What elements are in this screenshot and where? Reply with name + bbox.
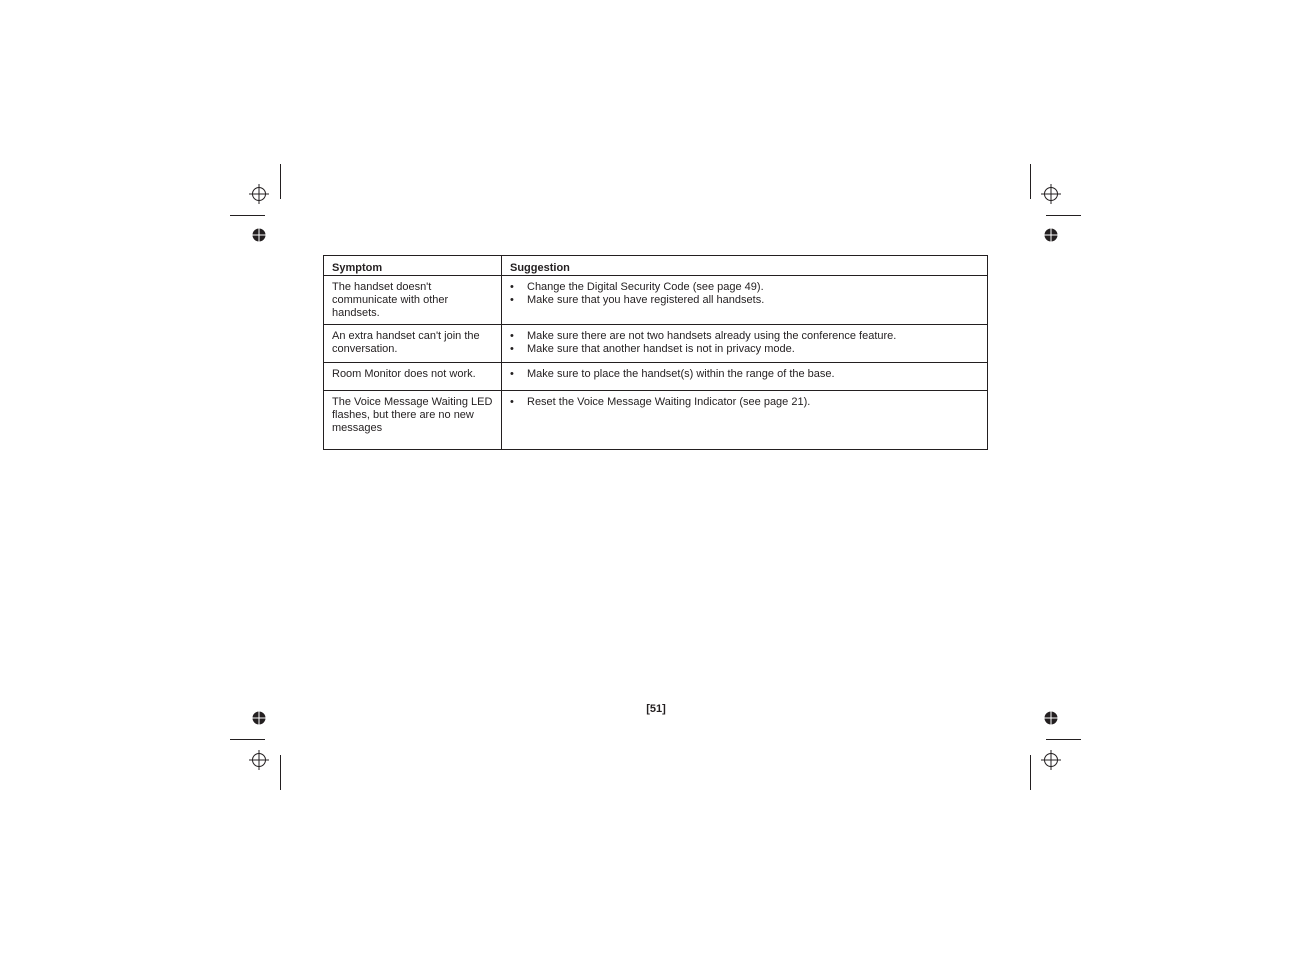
suggestion-item bbox=[510, 281, 979, 294]
page-number: [51] bbox=[646, 703, 666, 715]
suggestion-text: Change the Digital Security Code (see page 49). bbox=[527, 281, 764, 293]
table-row bbox=[324, 325, 988, 363]
crop-line bbox=[1046, 739, 1081, 740]
suggestion-item bbox=[510, 294, 979, 307]
crop-line bbox=[1030, 755, 1031, 790]
suggestion-cell bbox=[502, 391, 988, 450]
registration-target-icon bbox=[1041, 750, 1061, 770]
symptom-cell: The handset doesn't communicate with other handsets. bbox=[324, 276, 502, 325]
suggestion-item bbox=[510, 368, 979, 381]
bullet-icon: • bbox=[510, 368, 514, 380]
bullet-icon: • bbox=[510, 343, 514, 355]
troubleshooting-table bbox=[323, 255, 988, 450]
suggestion-text: Reset the Voice Message Waiting Indicator (see page 21). bbox=[527, 396, 811, 408]
column-header-symptom: Symptom bbox=[324, 256, 502, 276]
registration-target-icon bbox=[1041, 184, 1061, 204]
crop-line bbox=[230, 739, 265, 740]
registration-target-icon bbox=[249, 750, 269, 770]
suggestion-list bbox=[510, 368, 979, 381]
table-row bbox=[324, 363, 988, 391]
suggestion-text: Make sure that another handset is not in privacy mode. bbox=[527, 343, 795, 355]
crop-line bbox=[280, 164, 281, 199]
registration-dot-icon bbox=[252, 228, 266, 242]
suggestion-text: Make sure there are not two handsets already using the conference feature. bbox=[527, 330, 897, 342]
suggestion-item bbox=[510, 330, 979, 343]
registration-target-icon bbox=[249, 184, 269, 204]
suggestion-text: Make sure that you have registered all handsets. bbox=[527, 294, 765, 306]
symptom-cell: Room Monitor does not work. bbox=[324, 363, 502, 391]
crop-line bbox=[1030, 164, 1031, 199]
bullet-icon: • bbox=[510, 281, 514, 293]
suggestion-item bbox=[510, 343, 979, 356]
suggestion-list bbox=[510, 281, 979, 307]
crop-line bbox=[280, 755, 281, 790]
symptom-cell: An extra handset can't join the conversation. bbox=[324, 325, 502, 363]
suggestion-cell bbox=[502, 276, 988, 325]
table-row bbox=[324, 391, 988, 450]
suggestion-item bbox=[510, 396, 979, 409]
symptom-cell: The Voice Message Waiting LED flashes, but there are no new messages bbox=[324, 391, 502, 450]
registration-dot-icon bbox=[1044, 228, 1058, 242]
bullet-icon: • bbox=[510, 396, 514, 408]
suggestion-text: Make sure to place the handset(s) within the range of the base. bbox=[527, 368, 835, 380]
bullet-icon: • bbox=[510, 330, 514, 342]
bullet-icon: • bbox=[510, 294, 514, 306]
crop-line bbox=[230, 215, 265, 216]
table-header-row bbox=[324, 256, 988, 276]
column-header-suggestion: Suggestion bbox=[502, 256, 988, 276]
table-row bbox=[324, 276, 988, 325]
suggestion-list bbox=[510, 396, 979, 409]
suggestion-cell bbox=[502, 363, 988, 391]
suggestion-list bbox=[510, 330, 979, 356]
suggestion-cell bbox=[502, 325, 988, 363]
crop-line bbox=[1046, 215, 1081, 216]
